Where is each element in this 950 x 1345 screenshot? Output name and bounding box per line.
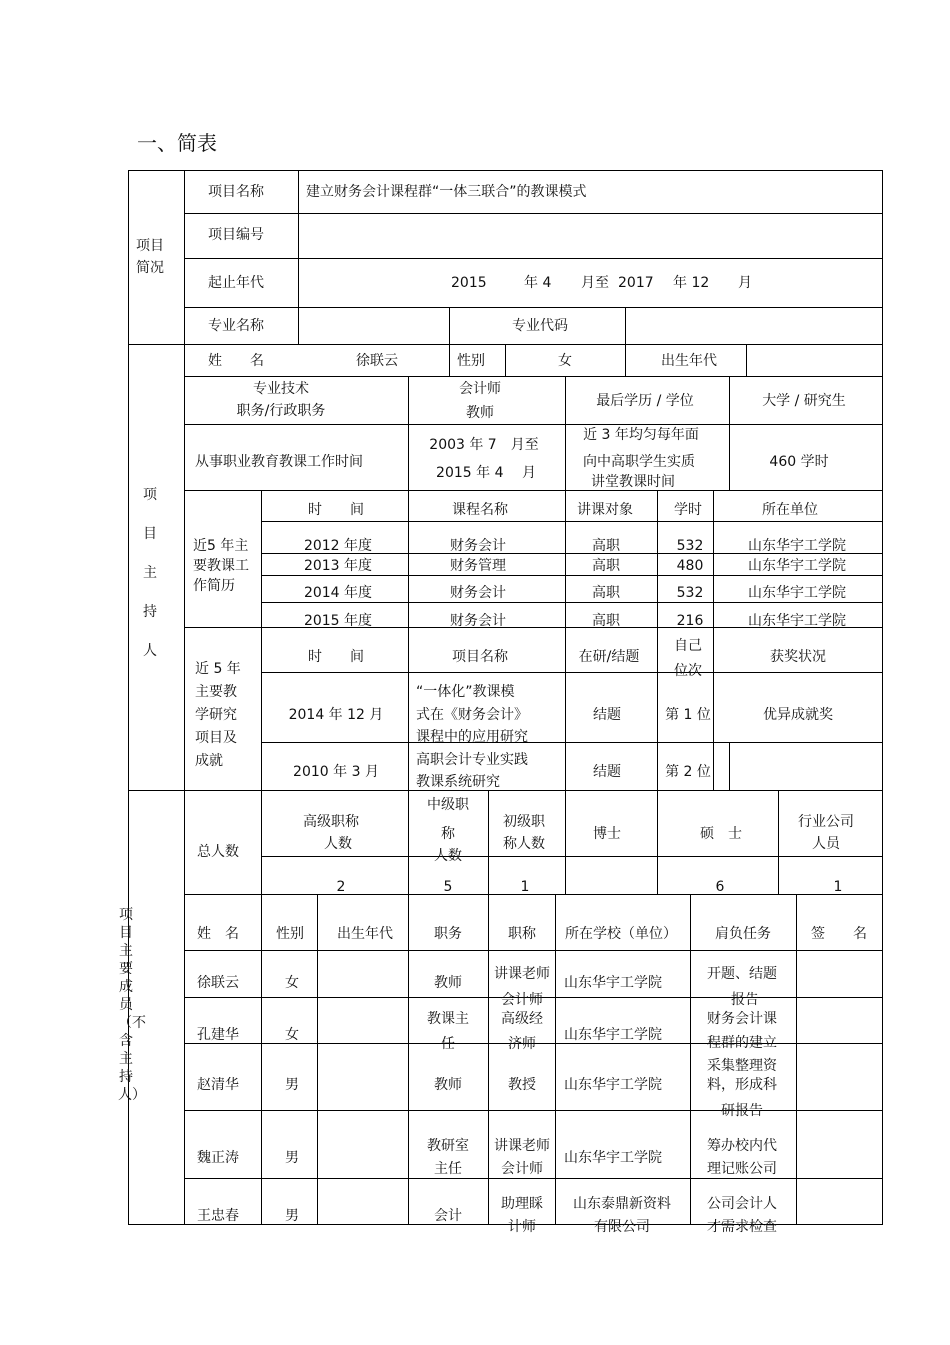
- teaching-time: 2014 年度: [303, 585, 373, 601]
- host-section-label: 项目主持人: [143, 487, 157, 659]
- research-rank: 第 1 位: [665, 707, 711, 723]
- member-title-line: 计师: [508, 1219, 536, 1235]
- phd-label: 博士: [593, 826, 621, 842]
- total-members-label: 总人数: [197, 844, 239, 860]
- host-gender-value: 女: [558, 353, 572, 369]
- research-time: 2014 年 12 月: [288, 707, 384, 723]
- member-header-birth: 出生年代: [337, 926, 393, 942]
- teaching-header-hours: 学时: [674, 502, 702, 518]
- teaching-course: 财务会计: [450, 538, 506, 554]
- member-header-gender: 性别: [276, 926, 304, 942]
- host-education-label: 最后学历 / 学位: [596, 393, 694, 409]
- industry-label-1: 行业公司: [798, 814, 854, 830]
- teaching-unit: 山东华宇工学院: [748, 558, 846, 574]
- host-birth-label: 出生年代: [661, 353, 717, 369]
- teaching-header-time: 时 间: [308, 502, 364, 518]
- member-task-line: 财务会计课: [707, 1011, 777, 1027]
- teaching-unit: 山东华宇工学院: [748, 613, 846, 629]
- period-to: 月至: [581, 275, 609, 291]
- member-unit: 山东华宇工学院: [564, 1150, 662, 1166]
- member-title-line: 讲课老师: [494, 1138, 550, 1154]
- member-task-line: 公司会计人: [707, 1196, 777, 1212]
- industry-count: 1: [833, 879, 843, 895]
- research-name-line: 教课系统研究: [416, 774, 500, 790]
- senior-count: 2: [336, 879, 346, 895]
- member-header-task: 肩负任务: [715, 926, 771, 942]
- period-start-month: 年 4: [524, 275, 552, 291]
- member-duty-line: 教研室: [427, 1138, 469, 1154]
- avg-hours-label-1: 近 3 年均匀每年面: [583, 427, 699, 443]
- research-label: 近 5 年主要教学研究项目及成就: [195, 661, 241, 769]
- teaching-unit: 山东华宇工学院: [748, 585, 846, 601]
- senior-label-2: 人数: [324, 836, 352, 852]
- research-header-time: 时 间: [308, 649, 364, 665]
- member-gender: 男: [285, 1077, 299, 1093]
- member-task-line: 报告: [731, 992, 759, 1008]
- member-task-line: 理记账公司: [707, 1161, 777, 1177]
- project-name-label: 项目名称: [208, 184, 264, 200]
- member-title-line: 会计师: [501, 992, 543, 1008]
- teaching-header-unit: 所在单位: [762, 502, 818, 518]
- avg-hours-value: 460 学时: [769, 454, 829, 470]
- teaching-time: 2013 年度: [303, 558, 373, 574]
- research-status: 结题: [593, 764, 621, 780]
- member-name: 魏正涛: [197, 1150, 239, 1166]
- member-duty: 会计: [434, 1208, 462, 1224]
- member-duty: 教师: [434, 1077, 462, 1093]
- research-name-line: “一体化”教课模: [416, 684, 515, 700]
- member-header-title: 职称: [508, 926, 536, 942]
- work-time-label: 从事职业教育教课工作时间: [195, 454, 363, 470]
- member-name: 赵清华: [197, 1077, 239, 1093]
- junior-count: 1: [520, 879, 530, 895]
- member-name: 王忠春: [197, 1208, 239, 1224]
- research-award: 优异成就奖: [763, 707, 833, 723]
- teaching-header-target: 讲课对象: [577, 502, 633, 518]
- mid-count: 5: [443, 879, 453, 895]
- member-task-line: 研报告: [721, 1103, 763, 1119]
- teaching-hours: 480: [676, 558, 704, 574]
- member-unit-line: 有限公司: [594, 1219, 650, 1235]
- host-gender-label: 性别: [457, 353, 485, 369]
- member-name: 徐联云: [197, 975, 239, 991]
- research-header-status: 在研/结题: [578, 649, 640, 665]
- teaching-time: 2012 年度: [303, 538, 373, 554]
- period-end-month: 年 12: [673, 275, 710, 291]
- period-month-unit: 月: [738, 275, 752, 291]
- teaching-target: 高职: [592, 613, 620, 629]
- member-title: 教授: [508, 1077, 536, 1093]
- member-task-line: 采集整理资: [707, 1058, 777, 1074]
- period-start-year: 2015: [451, 275, 487, 291]
- teaching-header-course: 课程名称: [452, 502, 508, 518]
- teaching-hours: 532: [676, 538, 704, 554]
- teaching-target: 高职: [592, 585, 620, 601]
- host-title-label-1: 专业技术: [253, 381, 309, 397]
- mid-label-2: 称: [441, 826, 455, 842]
- host-title-label-2: 职务/行政职务: [236, 403, 326, 419]
- host-education-value: 大学 / 研究生: [762, 393, 846, 409]
- teaching-course: 财务会计: [450, 613, 506, 629]
- member-header-unit: 所在学校（单位）: [565, 926, 677, 942]
- teaching-target: 高职: [592, 538, 620, 554]
- research-status: 结题: [593, 707, 621, 723]
- industry-label-2: 人员: [812, 836, 840, 852]
- teaching-hours: 216: [676, 613, 704, 629]
- member-header-signature: 签 名: [811, 926, 867, 942]
- research-header-rank: 自己位次: [674, 638, 702, 679]
- member-task-line: 料，形成科: [707, 1077, 777, 1093]
- member-title-line: 高级经: [501, 1011, 543, 1027]
- research-name-line: 课程中的应用研究: [416, 729, 528, 745]
- member-name: 孔建华: [197, 1027, 239, 1043]
- member-unit: 山东华宇工学院: [564, 1077, 662, 1093]
- member-duty-line: 任: [441, 1036, 455, 1052]
- master-count: 6: [715, 879, 725, 895]
- teaching-hours: 532: [676, 585, 704, 601]
- mid-label-3: 人数: [434, 848, 462, 864]
- member-duty-line: 教课主: [427, 1011, 469, 1027]
- member-unit: 山东华宇工学院: [564, 1027, 662, 1043]
- member-task-line: 才需求检查: [707, 1219, 777, 1235]
- page-heading: 一、简表: [137, 131, 217, 155]
- teaching-target: 高职: [592, 558, 620, 574]
- member-gender: 女: [285, 975, 299, 991]
- master-label: 硕 士: [700, 826, 742, 842]
- research-rank: 第 2 位: [665, 764, 711, 780]
- avg-hours-label-3: 讲堂教课时间: [591, 474, 675, 490]
- member-gender: 男: [285, 1150, 299, 1166]
- senior-label-1: 高级职称: [303, 814, 359, 830]
- research-time: 2010 年 3 月: [293, 764, 379, 780]
- member-title-line: 助理睬: [501, 1196, 543, 1212]
- member-title-line: 会计师: [501, 1161, 543, 1177]
- work-time-end: 2015 年 4 月: [436, 465, 536, 481]
- host-title-value-2: 教师: [466, 405, 494, 421]
- member-task-line: 程群的建立: [707, 1035, 777, 1051]
- work-time-start: 2003 年 7 月至: [429, 437, 539, 453]
- host-name-label: 姓 名: [208, 353, 264, 369]
- member-gender: 女: [285, 1027, 299, 1043]
- member-task-line: 开题、结题: [707, 966, 777, 982]
- member-duty: 教师: [434, 975, 462, 991]
- junior-label-2: 称人数: [503, 836, 545, 852]
- project-code-label: 项目编号: [208, 227, 264, 243]
- avg-hours-label-2: 向中高职学生实质: [583, 454, 695, 470]
- teaching-course: 财务会计: [450, 585, 506, 601]
- member-unit-line: 山东泰鼎新资料: [573, 1196, 671, 1212]
- member-title-line: 济师: [508, 1036, 536, 1052]
- member-gender: 男: [285, 1208, 299, 1224]
- teaching-course: 财务管理: [450, 558, 506, 574]
- teaching-time: 2015 年度: [303, 613, 373, 629]
- period-end-year: 2017: [618, 275, 654, 291]
- research-name-line: 高职会计专业实践: [416, 752, 528, 768]
- teaching-unit: 山东华宇工学院: [748, 538, 846, 554]
- research-header-award: 获奖状况: [770, 649, 826, 665]
- member-unit: 山东华宇工学院: [564, 975, 662, 991]
- project-name-value: 建立财务会计课程群“一体三联合”的教课模式: [306, 184, 587, 200]
- member-header-name: 姓 名: [197, 926, 239, 942]
- host-title-value-1: 会计师: [459, 381, 501, 397]
- major-code-label: 专业代码: [512, 318, 568, 334]
- mid-label-1: 中级职: [427, 797, 469, 813]
- major-name-label: 专业名称: [208, 318, 264, 334]
- teaching-history-label: 近5 年主要教课工作简历: [193, 538, 249, 594]
- members-section-label: 项目主要成员（不含主持人）: [118, 907, 146, 1103]
- overview-section-label: 项目简况: [136, 238, 164, 276]
- research-name-line: 式在《财务会计》: [416, 707, 528, 723]
- host-name-value: 徐联云: [356, 353, 398, 369]
- member-header-duty: 职务: [434, 926, 462, 942]
- member-task-line: 筹办校内代: [707, 1138, 777, 1154]
- member-title-line: 讲课老师: [494, 966, 550, 982]
- period-label: 起止年代: [208, 275, 264, 291]
- member-duty-line: 主任: [434, 1161, 462, 1177]
- research-header-name: 项目名称: [452, 649, 508, 665]
- junior-label-1: 初级职: [503, 814, 545, 830]
